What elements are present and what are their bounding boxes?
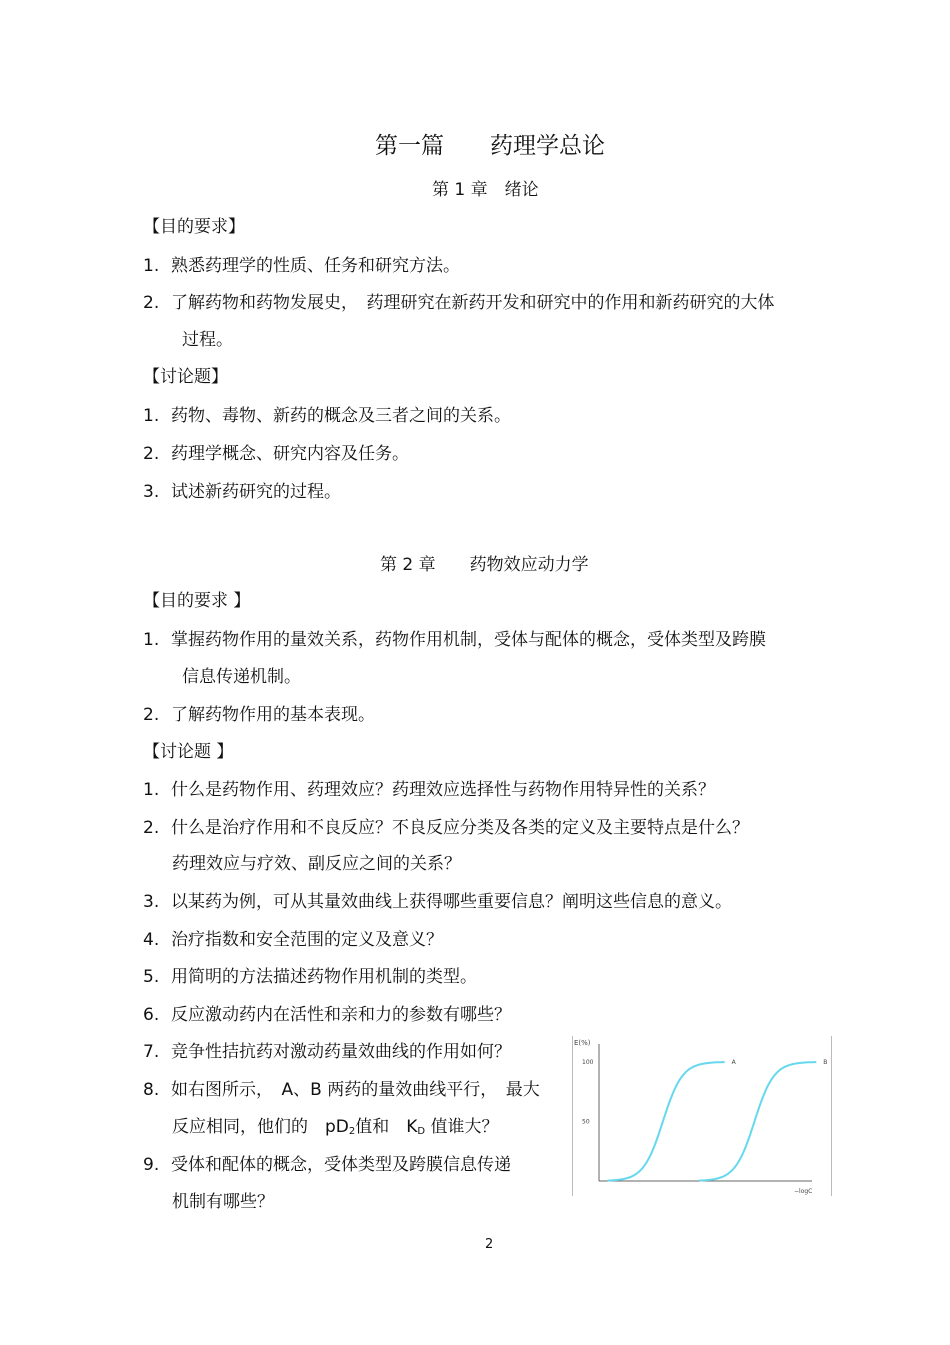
list-item-continuation: 药理效应与疗效、副反应之间的关系？ <box>172 854 461 874</box>
list-item: 2. 什么是治疗作用和不良反应？不良反应分类及各类的定义及主要特点是什么？ <box>143 818 749 838</box>
list-item-continuation: 机制有哪些？ <box>172 1192 274 1212</box>
list-item-continuation: 反应相同，他们的 $pD_2$值和 $K_D$ 值谁大？ <box>172 1117 499 1137</box>
dose-response-chart <box>572 1036 832 1198</box>
list-item: 1. 熟悉药理学的性质、任务和研究方法。 <box>143 256 460 276</box>
chapter2-objectives-heading: 【目的要求 】 <box>143 591 251 611</box>
list-item: 6. 反应激动药内在活性和亲和力的参数有哪些？ <box>143 1005 511 1025</box>
list-item: 5. 用简明的方法描述药物作用机制的类型。 <box>143 967 477 987</box>
chapter1-title: 第 1 章 绪论 <box>432 180 539 200</box>
y-tick-label: 50 <box>582 1118 590 1126</box>
series-A-line <box>608 1062 725 1181</box>
series-B-label: B <box>823 1058 828 1066</box>
list-item-continuation: 过程。 <box>182 330 233 350</box>
list-item: 7. 竞争性拮抗药对激动药量效曲线的作用如何？ <box>143 1042 511 1062</box>
list-item: 2. 了解药物和药物发展史， 药理研究在新药开发和研究中的作用和新药研究的大体 <box>143 293 775 313</box>
chapter2-title: 第 2 章 药物效应动力学 <box>380 555 589 575</box>
y-tick-label: 100 <box>582 1058 594 1066</box>
list-item: 2. 了解药物作用的基本表现。 <box>143 705 375 725</box>
series-A-label: A <box>731 1058 736 1066</box>
chapter1-objectives-heading: 【目的要求】 <box>143 217 245 237</box>
list-item-continuation: 信息传递机制。 <box>182 667 301 687</box>
list-item: 3. 以某药为例，可从其量效曲线上获得哪些重要信息？阐明这些信息的意义。 <box>143 892 732 912</box>
list-item: 8. 如右图所示， A、B 两药的量效曲线平行， 最大 <box>143 1080 540 1100</box>
part-title: 第一篇 药理学总论 <box>375 133 605 159</box>
list-item: 1. 什么是药物作用、药理效应？药理效应选择性与药物作用特异性的关系？ <box>143 780 715 800</box>
list-item: 1. 药物、毒物、新药的概念及三者之间的关系。 <box>143 406 511 426</box>
list-item: 4. 治疗指数和安全范围的定义及意义？ <box>143 930 443 950</box>
list-item: 2. 药理学概念、研究内容及任务。 <box>143 444 409 464</box>
list-item: 9. 受体和配体的概念，受体类型及跨膜信息传递 <box>143 1155 511 1175</box>
chapter1-discussion-heading: 【讨论题】 <box>143 367 228 387</box>
list-item: 1. 掌握药物作用的量效关系，药物作用机制，受体与配体的概念，受体类型及跨膜 <box>143 630 766 650</box>
list-item: 3. 试述新药研究的过程。 <box>143 482 341 502</box>
chapter2-discussion-heading: 【讨论题 】 <box>143 742 234 762</box>
x-axis-label: −logC <box>794 1188 813 1195</box>
page-number: 2 <box>485 1237 494 1252</box>
y-axis-label: E(%) <box>574 1039 591 1047</box>
series-B-line <box>699 1062 816 1181</box>
